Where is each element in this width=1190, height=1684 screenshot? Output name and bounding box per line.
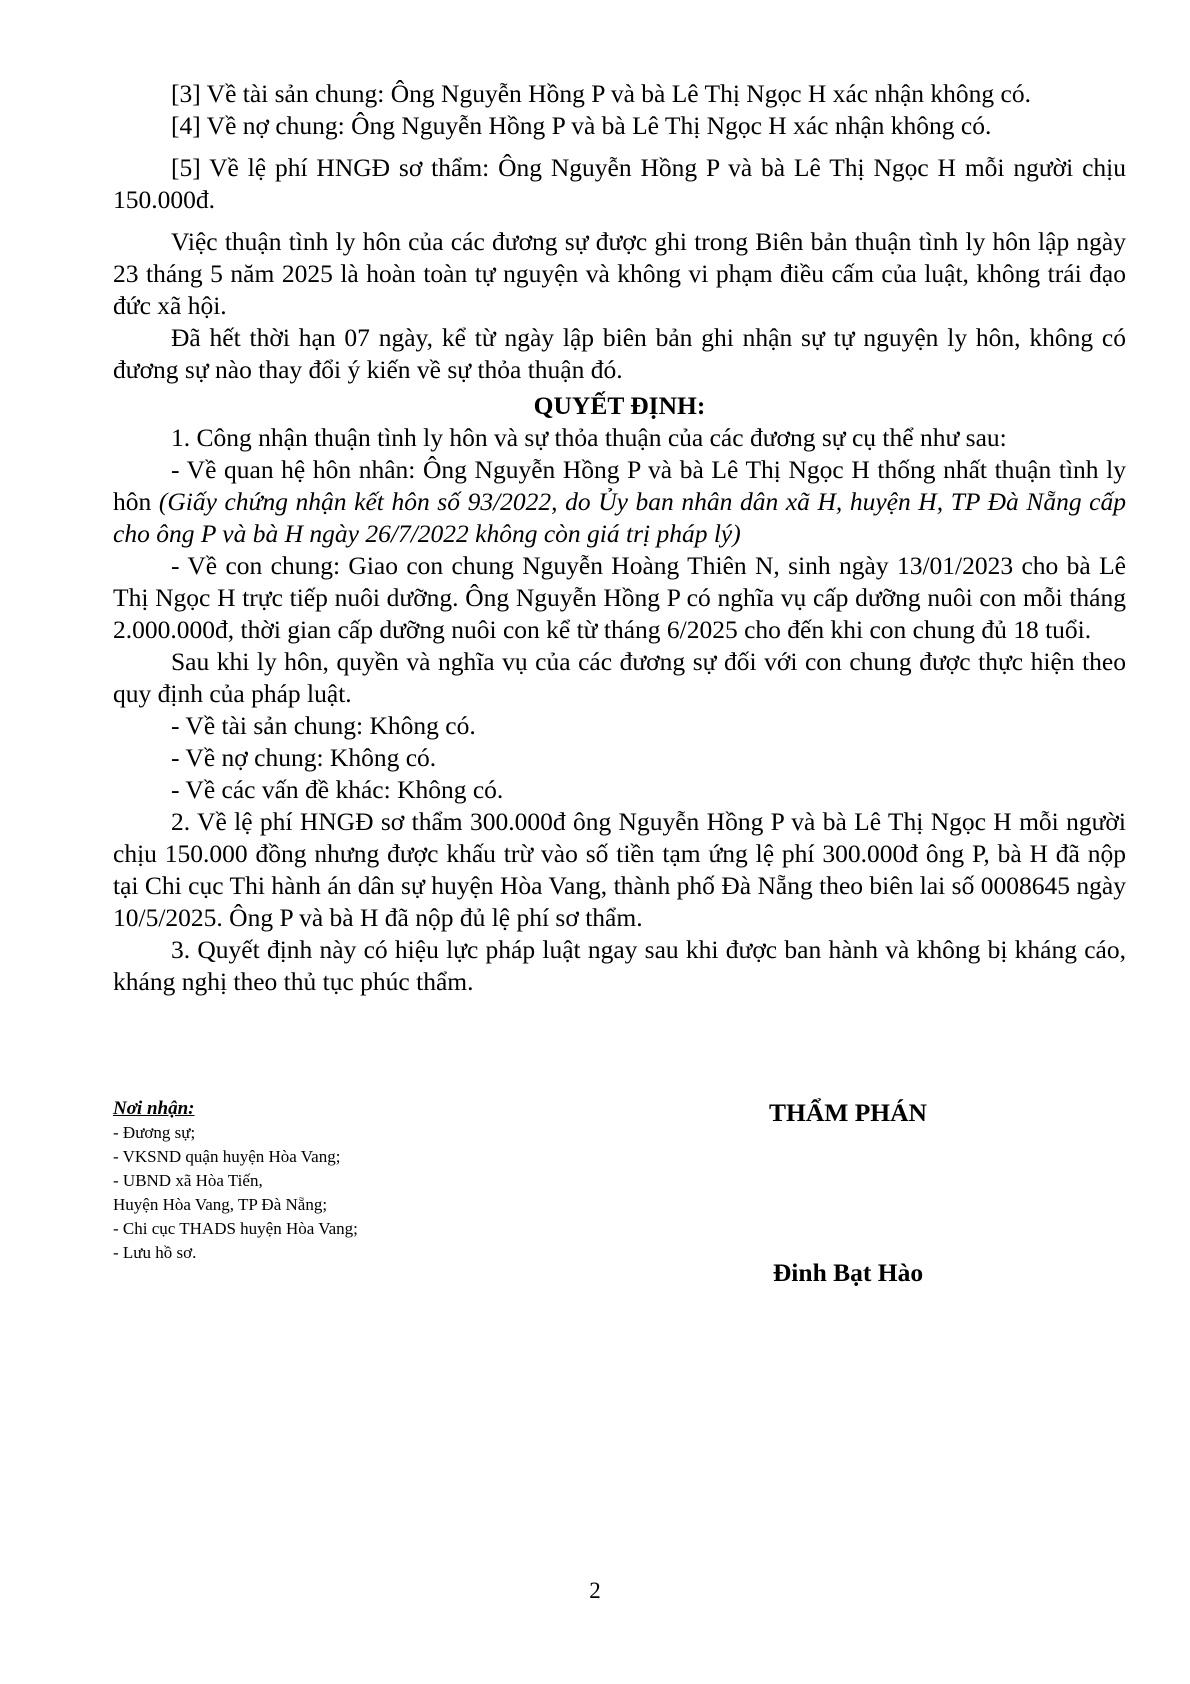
recipient-item: - Lưu hồ sơ. [113,1243,197,1262]
paragraph-voluntary-divorce: Việc thuận tình ly hôn của các đương sự được ghi trong Biên bản thuận tình ly hôn lập ngày 23 tháng 5 năm 2025 là hoàn toàn tự nguyện và không vi phạm điều cấm của luật, không trái đạo đức xã hội. [113,227,1126,320]
marriage-certificate-note: (Giấy chứng nhận kết hôn số 93/2022, do Ủy ban nhân dân xã H, huyện H, TP Đà Nẵng cấp cho ông P và bà H ngày 26/7/2022 không còn giá trị pháp lý) [113,487,1126,548]
decision-after-divorce: Sau khi ly hôn, quyền và nghĩa vụ của các đương sự đối với con chung được thực hiện theo quy định của pháp luật. [113,647,1126,708]
document-body [113,78,1126,998]
decision-marriage-text: - Về quan hệ hôn nhân: Ông Nguyễn Hồng P và bà Lê Thị Ngọc H thống nhất thuận tình ly hôn [113,455,1126,516]
decision-other: - Về các vấn đề khác: Không có. [171,775,504,804]
decision-property: - Về tài sản chung: Không có. [171,711,476,740]
recipient-item: - Đương sự; [113,1123,196,1142]
document-footer [113,1097,1126,1297]
paragraph-deadline: Đã hết thời hạn 07 ngày, kể từ ngày lập biên bản ghi nhận sự tự nguyện ly hôn, không có đương sự nào thay đổi ý kiến về sự thỏa thuận đó. [113,323,1126,384]
page-number: 2 [589,1578,601,1603]
decision-child: - Về con chung: Giao con chung Nguyễn Hoàng Thiên N, sinh ngày 13/01/2023 cho bà Lê Thị Ngọc H trực tiếp nuôi dưỡng. Ông Nguyễn Hồng P có nghĩa vụ cấp dưỡng nuôi con mỗi tháng 2.000.000đ, thời gian cấp dưỡng nuôi con kể từ tháng 6/2025 cho đến khi con chung đủ 18 tuổi. [113,551,1126,644]
paragraph-common-debt: [4] Về nợ chung: Ông Nguyễn Hồng P và bà Lê Thị Ngọc H xác nhận không có. [171,111,992,140]
paragraph-court-fee: [5] Về lệ phí HNGĐ sơ thẩm: Ông Nguyễn Hồng P và bà Lê Thị Ngọc H mỗi người chịu 150.000đ. [113,153,1126,214]
signer-name: Đinh Bạt Hào [772,1258,924,1287]
decision-marriage [113,454,1126,550]
decision-heading: QUYẾT ĐỊNH: [533,391,706,420]
recipient-item: - Chi cục THADS huyện Hòa Vang; [113,1219,358,1238]
recipient-item: - UBND xã Hòa Tiến, [113,1171,263,1190]
recipient-item: Huyện Hòa Vang, TP Đà Nẵng; [113,1195,328,1214]
recipients-title: Nơi nhận: [113,1098,195,1119]
decision-item-2-fee: 2. Về lệ phí HNGĐ sơ thẩm 300.000đ ông Nguyễn Hồng P và bà Lê Thị Ngọc H mỗi người chịu 150.000 đồng nhưng được khấu trừ vào số tiền tạm ứng lệ phí 300.000đ ông P, bà H đã nộp tại Chi cục Thi hành án dân sự huyện Hòa Vang, thành phố Đà Nẵng theo biên lai số 0008645 ngày 10/5/2025. Ông P và bà H đã nộp đủ lệ phí sơ thẩm. [113,807,1126,932]
recipients-block [113,1097,533,1265]
recipient-item: - VKSND quận huyện Hòa Vang; [113,1147,341,1166]
decision-item-1: 1. Công nhận thuận tình ly hôn và sự thỏa thuận của các đương sự cụ thể như sau: [171,423,1007,452]
decision-item-3-effect: 3. Quyết định này có hiệu lực pháp luật ngay sau khi được ban hành và không bị kháng cáo, kháng nghị theo thủ tục phúc thẩm. [113,935,1126,996]
decision-debt: - Về nợ chung: Không có. [171,743,437,772]
paragraph-common-property: [3] Về tài sản chung: Ông Nguyễn Hồng P và bà Lê Thị Ngọc H xác nhận không có. [171,79,1031,108]
signature-block [673,1097,1023,1289]
signer-role: THẨM PHÁN [769,1098,927,1127]
